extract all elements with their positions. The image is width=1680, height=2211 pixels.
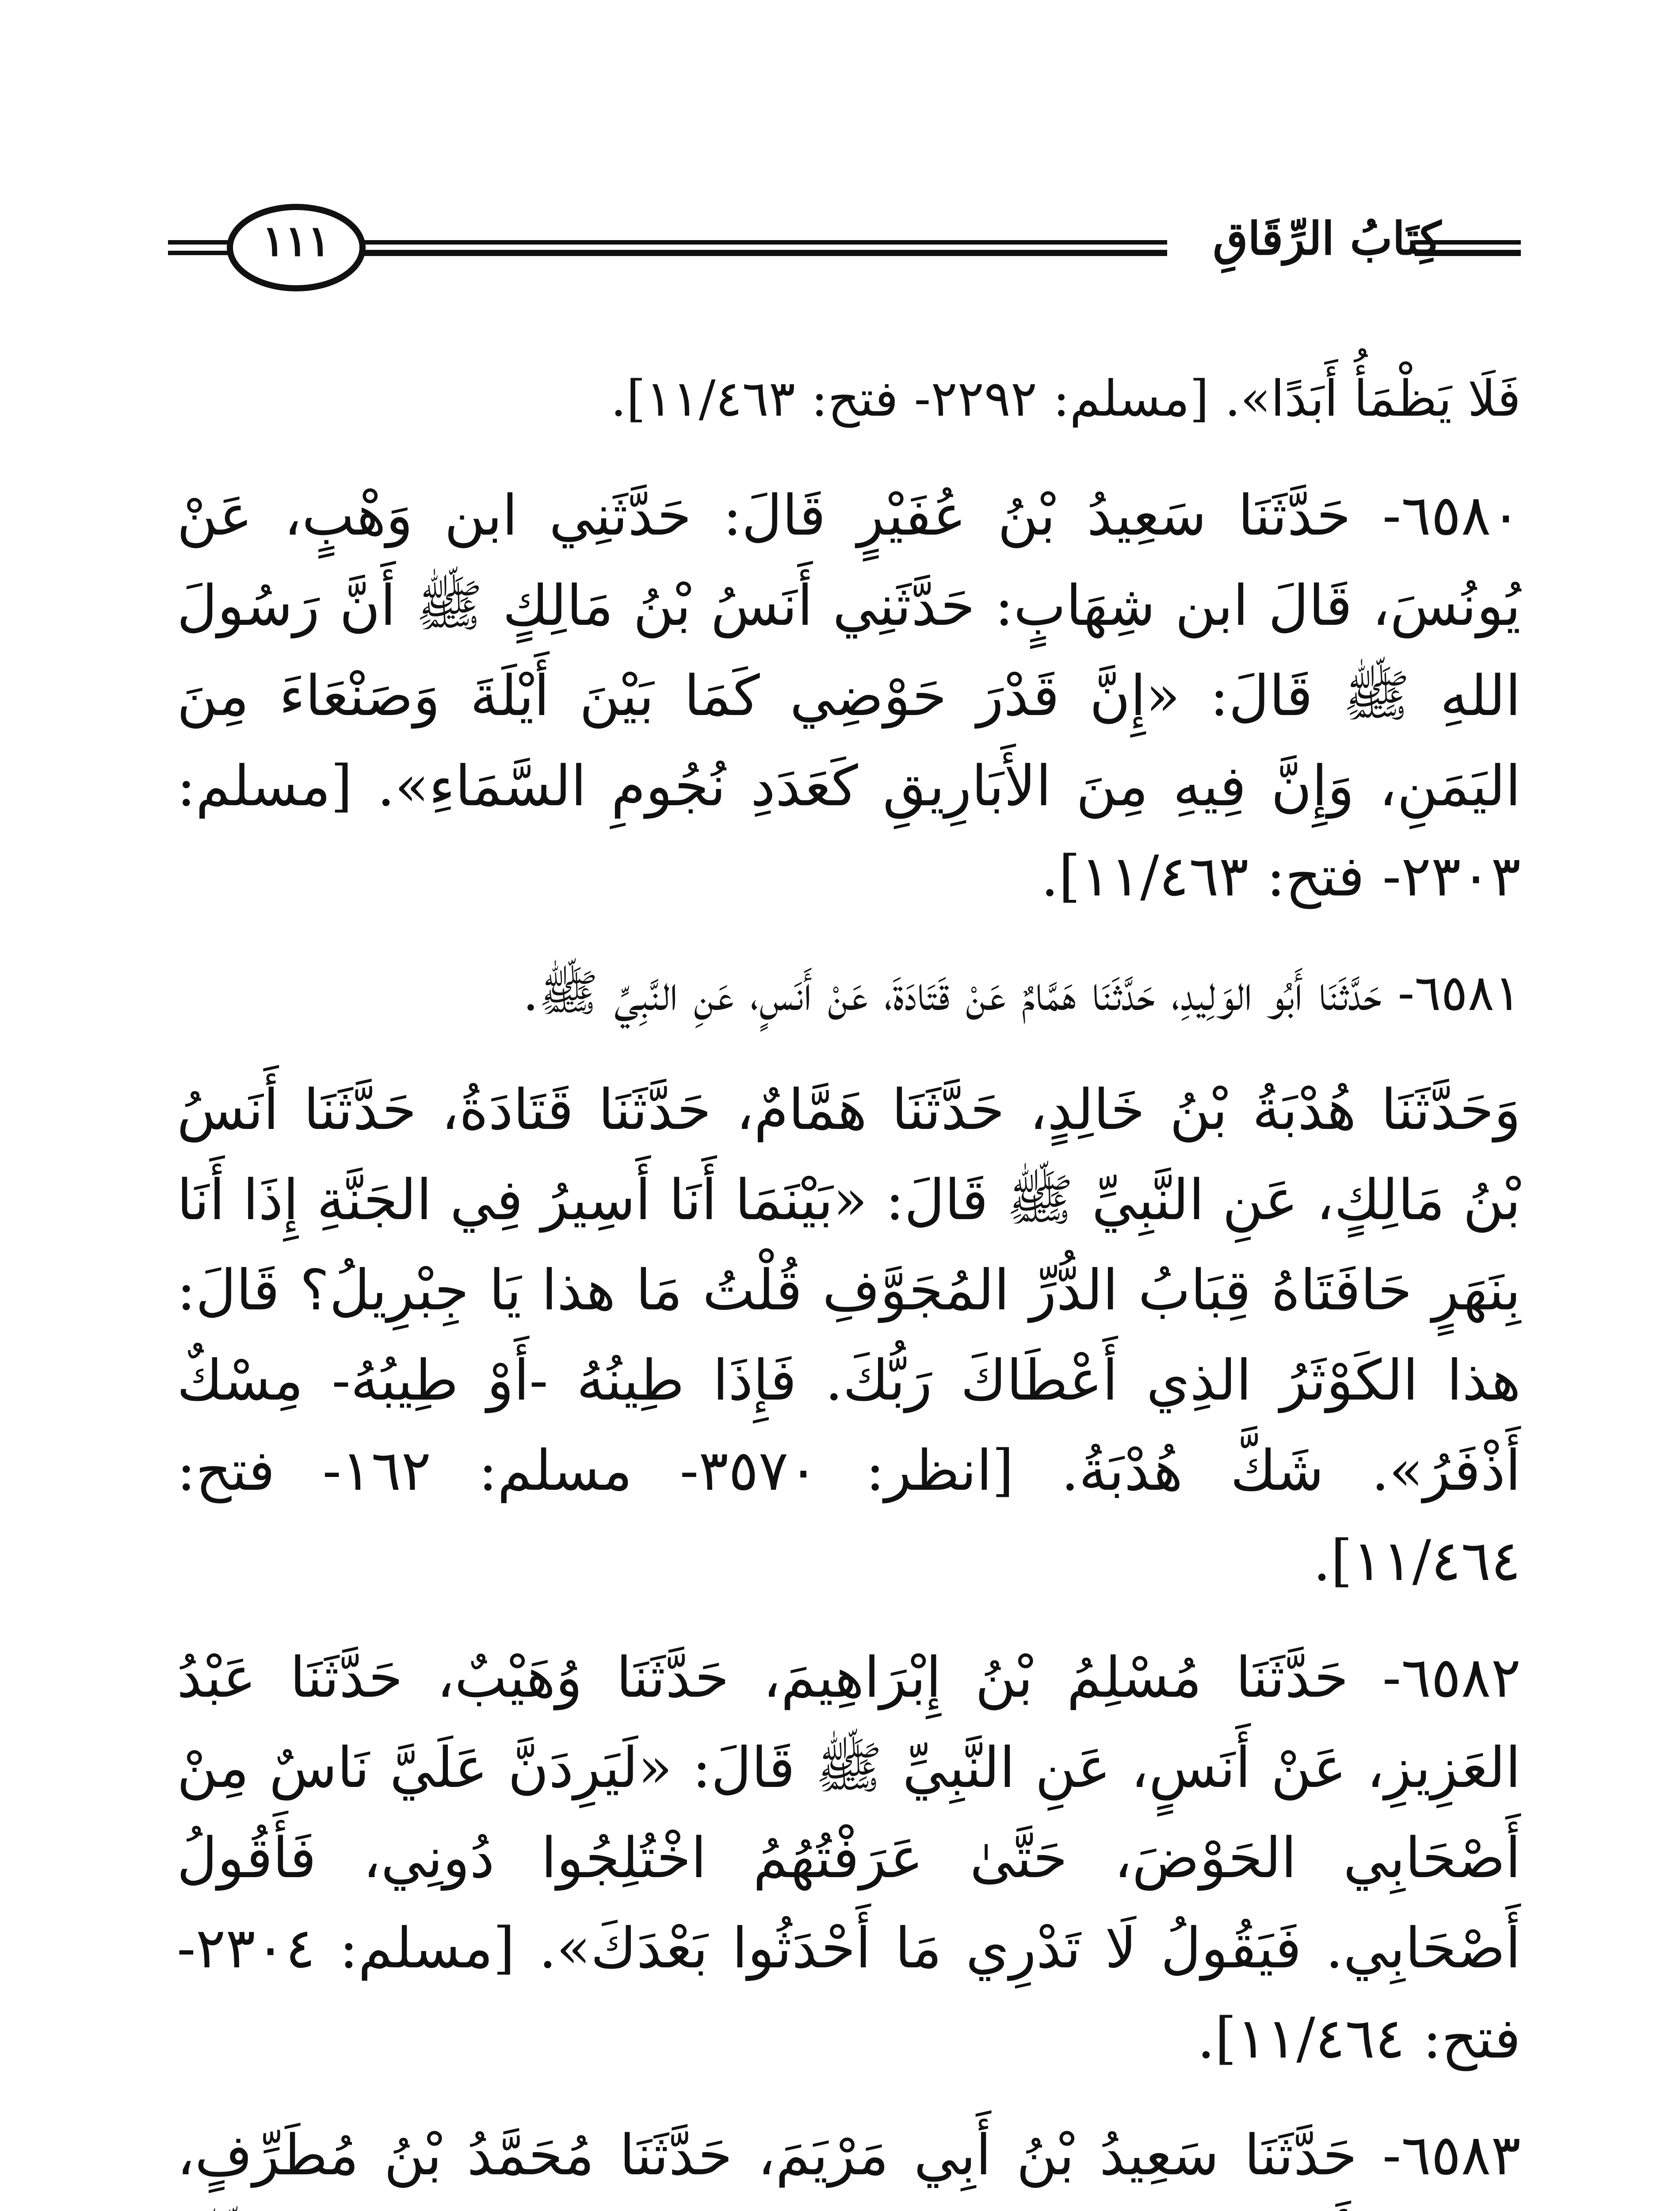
hadith-paragraph-6581-chain-2: وَحَدَّثَنَا هُدْبَةُ بْنُ خَالِدٍ، حَدَّثَنَا هَمَّامٌ، حَدَّثَنَا قَتَادَةُ، حَدَّثَنَا أَنَسُ بْنُ مَالِكٍ، عَنِ النَّبِيِّ ﷺ قَالَ: «بَيْنَمَا أَنَا أَسِيرُ فِي الجَنَّةِ إِذَا أَنَا بِنَهَرٍ حَافَتَاهُ قِبَابُ الدُّرِّ المُجَوَّفِ قُلْتُ مَا هذا يَا جِبْرِيلُ؟ قَالَ: هذا الكَوْثَرُ الذِي أَعْطَاكَ رَبُّكَ. فَإِذَا طِينُهُ -أَوْ طِيبُهُ- مِسْكٌ أَذْفَرُ». شَكَّ هُدْبَةُ. [انظر: ٣٥٧٠- مسلم: ١٦٢- فتح: ١١/٤٦٤].	[177, 1077, 1521, 1593]
page-body	[177, 354, 1521, 2211]
hadith-paragraph-6582: ٦٥٨٢- حَدَّثَنَا مُسْلِمُ بْنُ إِبْرَاهِيمَ، حَدَّثَنَا وُهَيْبٌ، حَدَّثَنَا عَبْدُ العَزِيزِ، عَنْ أَنَسٍ، عَنِ النَّبِيِّ ﷺ قَالَ: «لَيَرِدَنَّ عَلَيَّ نَاسٌ مِنْ أَصْحَابِي الحَوْضَ، حَتَّىٰ عَرَفْتُهُمُ اخْتُلِجُوا دُونِي، فَأَقُولُ أَصْحَابِي. فَيَقُولُ لَا تَدْرِي مَا أَحْدَثُوا بَعْدَكَ». [مسلم: ٢٣٠٤- فتح: ١١/٤٦٤].	[177, 1645, 1521, 2071]
hadith-paragraph-6583: ٦٥٨٣- حَدَّثَنَا سَعِيدُ بْنُ أَبِي مَرْيَمَ، حَدَّثَنَا مُحَمَّدُ بْنُ مُطَرِّفٍ،	[177, 2123, 1521, 2188]
page-number: ١١١	[262, 216, 331, 266]
book-title: كِتَابُ الرِّقَاقِ	[1213, 212, 1441, 265]
hadith-paragraph-continuation: فَلَا يَظْمَأُ أَبَدًا». [مسلم: ٢٢٩٢- فتح: ١١/٤٦٣].	[611, 370, 1521, 428]
hadith-paragraph-6580: ٦٥٨٠- حَدَّثَنَا سَعِيدُ بْنُ عُفَيْرٍ قَالَ: حَدَّثَنِي ابن وَهْبٍ، عَنْ يُونُسَ، قَالَ ابن شِهَابٍ: حَدَّثَنِي أَنَسُ بْنُ مَالِكٍ ﷺ أَنَّ رَسُولَ اللهِ ﷺ قَالَ: «إِنَّ قَدْرَ حَوْضِي كَمَا بَيْنَ أَيْلَةَ وَصَنْعَاءَ مِنَ اليَمَنِ، وَإِنَّ فِيهِ مِنَ الأَبَارِيقِ كَعَدَدِ نُجُومِ السَّمَاءِ». [مسلم: ٢٣٠٣- فتح: ١١/٤٦٣].	[177, 483, 1521, 909]
hadith-paragraph-6581: ٦٥٨١- حَدَّثَنَا أَبُو الوَلِيدِ، حَدَّثَنَا هَمَّامٌ عَنْ قَتَادَةَ، عَنْ أَنَسٍ، عَنِ النَّبِيِّ ﷺ.	[523, 964, 1521, 1022]
